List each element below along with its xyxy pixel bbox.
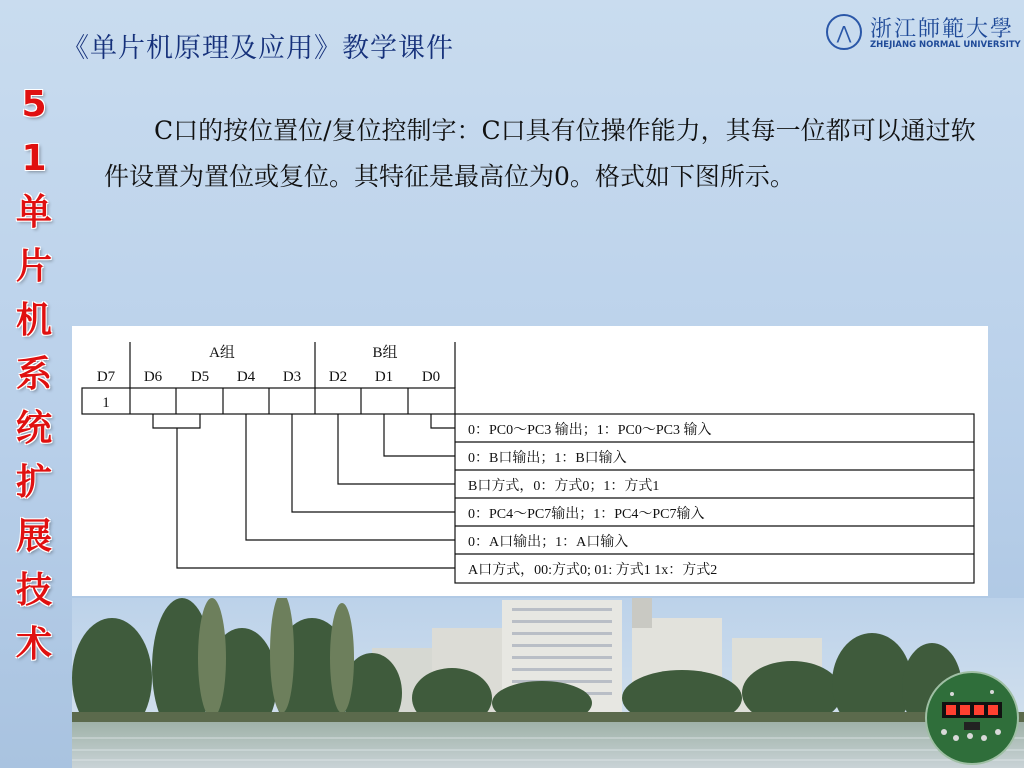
side-caption-char: 片 [15,246,52,287]
bit-label-d0: D0 [421,369,441,385]
side-caption-char: 扩 [15,462,52,503]
university-logo [826,10,1021,56]
bit-label-d2: D2 [328,369,348,385]
side-caption-char: 统 [15,408,52,449]
campus-photo [72,598,1024,768]
bit-label-d4: D4 [236,369,256,385]
circuit-board-image [926,672,1018,764]
body-paragraph: C口的按位置位/复位控制字：C口具有位操作能力，其每一位都可以通过软件设置为置位或复位。其特征是最高位为0。格式如下图所示。 [104,116,976,191]
side-caption [6,78,62,672]
page-title: 《单片机原理及应用》教学课件 [62,33,454,64]
description-d3: 0：PC4～PC7输出；1：PC4～PC7输入 [468,507,705,522]
bit-label-d5: D5 [190,369,210,385]
control-word-diagram [72,326,988,596]
side-caption-char: 术 [15,624,52,665]
diagram-svg [72,326,988,596]
side-caption-char: 单 [15,192,52,233]
side-caption-char: 1 [21,138,47,179]
side-caption-char: 5 [21,84,47,125]
description-d1: 0：B口输出；1：B口输入 [468,451,627,466]
bit-label-d7: D7 [96,369,116,385]
side-caption-char: 技 [15,570,52,611]
logo-english-name: ZHEJIANG NORMAL UNIVERSITY [870,40,1021,50]
side-caption-char: 展 [15,516,52,557]
body-text [104,108,984,200]
d7-value: 1 [102,395,110,411]
side-caption-char: 机 [15,300,52,341]
logo-chinese-name: 浙江師範大學 [870,17,1015,42]
group-a-label: A组 [209,345,235,361]
side-caption-char: 系 [15,354,52,395]
bit-label-d6: D6 [143,369,163,385]
university-emblem-icon: ⋀ [826,14,862,50]
description-d2: B口方式，0：方式0；1：方式1 [468,479,660,494]
bit-label-d3: D3 [282,369,302,385]
bit-label-d1: D1 [374,369,394,385]
group-b-label: B组 [372,345,398,361]
description-d5d6: A口方式，00:方式0; 01: 方式1 1x：方式2 [468,563,718,578]
description-d0: 0：PC0～PC3 输出；1：PC0～PC3 输入 [468,423,712,438]
description-d4: 0：A口输出；1：A口输入 [468,535,629,550]
